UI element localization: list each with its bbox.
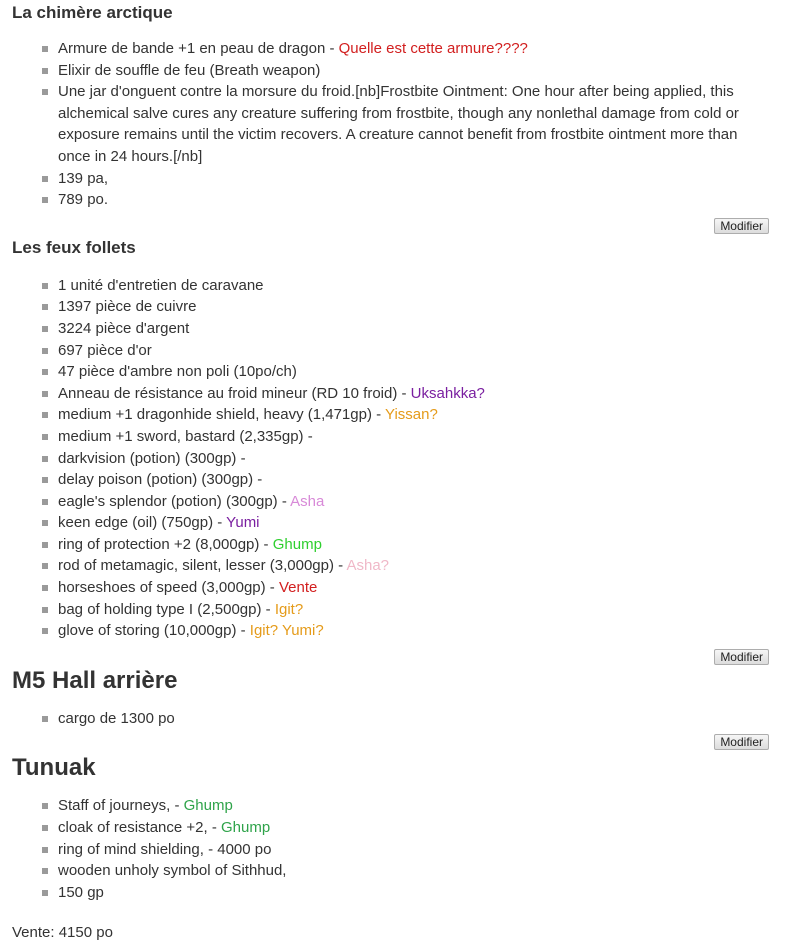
item-text: Elixir de souffle de feu (Breath weapon) <box>58 61 321 79</box>
item-list-m5-hall <box>12 708 769 730</box>
section-title-feux-follets: Les feux follets <box>12 237 136 257</box>
list-item <box>58 817 769 839</box>
item-text: rod of metamagic, silent, lesser (3,000gp) - <box>58 557 347 575</box>
item-text: horseshoes of speed (3,000gp) - <box>58 579 279 597</box>
list-item <box>58 860 769 882</box>
item-owner-tag: Igit? <box>274 600 304 618</box>
item-text: bag of holding type I (2,500gp) - <box>58 600 275 618</box>
item-text: 3224 pièce d'argent <box>58 319 190 337</box>
list-item <box>58 620 769 642</box>
list-item <box>58 512 769 534</box>
list-item <box>58 60 769 82</box>
item-text: Une jar d'onguent contre la morsure du froid.[nb]Frostbite Ointment: One hour after being applied, this alchemical salve cures any creature suffering from frostbite, though any nonlethal damage from cold or exposure remains until the victim recovers. A creature cannot benefit from frostbite ointment more than once in 24 hours.[/nb] <box>58 83 739 165</box>
item-owner-tag: Asha? <box>346 557 390 575</box>
list-item <box>58 839 769 861</box>
list-item <box>58 361 769 383</box>
list-item <box>58 168 769 190</box>
sale-total: Vente: 4150 po <box>12 924 113 942</box>
item-owner-tag: Yissan? <box>385 406 438 424</box>
item-text: 47 pièce d'ambre non poli (10po/ch) <box>58 363 297 381</box>
section-title-tunuak: Tunuak <box>12 754 96 782</box>
item-text: glove of storing (10,000gp) - <box>58 622 250 640</box>
item-text: 697 pièce d'or <box>58 341 152 359</box>
item-owner-tag: Ghump <box>183 797 233 815</box>
list-item <box>58 491 769 513</box>
item-owner-tag: Igit? Yumi? <box>249 622 324 640</box>
modifier-button-m5-hall[interactable]: Modifier <box>714 734 769 750</box>
item-owner-tag: Ghump <box>272 535 322 553</box>
page-content <box>12 0 769 943</box>
list-item <box>58 534 769 556</box>
item-owner-tag: Ghump <box>221 819 271 837</box>
item-text: ring of mind shielding, - 4000 po <box>58 840 272 858</box>
item-owner-tag: Yumi <box>226 514 260 532</box>
item-text: cloak of resistance +2, - <box>58 819 221 837</box>
list-item <box>58 469 769 491</box>
item-text: 1397 pièce de cuivre <box>58 298 197 316</box>
item-text: Armure de bande +1 en peau de dragon - <box>58 40 339 57</box>
item-owner-tag: Vente <box>278 579 318 597</box>
item-text: medium +1 sword, bastard (2,335gp) - <box>58 427 313 445</box>
list-item <box>58 708 769 730</box>
list-item <box>58 555 769 577</box>
item-text: eagle's splendor (potion) (300gp) - <box>58 492 291 510</box>
list-item <box>58 340 769 362</box>
list-item <box>58 38 769 60</box>
item-list-feux-follets <box>12 275 769 642</box>
item-text: 1 unité d'entretien de caravane <box>58 276 264 294</box>
list-item <box>58 404 769 426</box>
list-item <box>58 318 769 340</box>
item-list-tunuak <box>12 795 769 903</box>
list-item <box>58 81 769 167</box>
item-owner-tag: Uksahkka? <box>410 384 485 402</box>
modifier-button-feux-follets[interactable]: Modifier <box>714 649 769 665</box>
list-item <box>58 448 769 470</box>
list-item <box>58 599 769 621</box>
item-text: cargo de 1300 po <box>58 709 175 727</box>
modifier-button-chimere[interactable]: Modifier <box>714 218 769 234</box>
item-text: keen edge (oil) (750gp) - <box>58 514 227 532</box>
item-text: wooden unholy symbol of Sithhud, <box>58 862 287 880</box>
item-text: Anneau de résistance au froid mineur (RD 10 froid) - <box>58 384 411 402</box>
list-item <box>58 275 769 297</box>
section-title-chimere: La chimère arctique <box>12 3 173 22</box>
item-text: ring of protection +2 (8,000gp) - <box>58 535 273 553</box>
list-item <box>58 296 769 318</box>
item-text: delay poison (potion) (300gp) - <box>58 471 263 489</box>
item-text: Staff of journeys, - <box>58 797 184 815</box>
list-item <box>58 426 769 448</box>
list-item <box>58 383 769 405</box>
item-text: 150 gp <box>58 883 104 901</box>
item-text: 139 pa, <box>58 169 109 187</box>
list-item <box>58 795 769 817</box>
list-item <box>58 577 769 599</box>
item-list-chimere <box>12 38 769 211</box>
item-text: medium +1 dragonhide shield, heavy (1,471gp) - <box>58 406 386 424</box>
item-text: 789 po. <box>58 191 109 209</box>
list-item <box>58 882 769 904</box>
item-text: darkvision (potion) (300gp) - <box>58 449 246 467</box>
item-owner-tag: Quelle est cette armure???? <box>338 40 528 57</box>
section-title-m5-hall: M5 Hall arrière <box>12 666 178 694</box>
list-item <box>58 189 769 211</box>
item-owner-tag: Asha <box>290 492 325 510</box>
